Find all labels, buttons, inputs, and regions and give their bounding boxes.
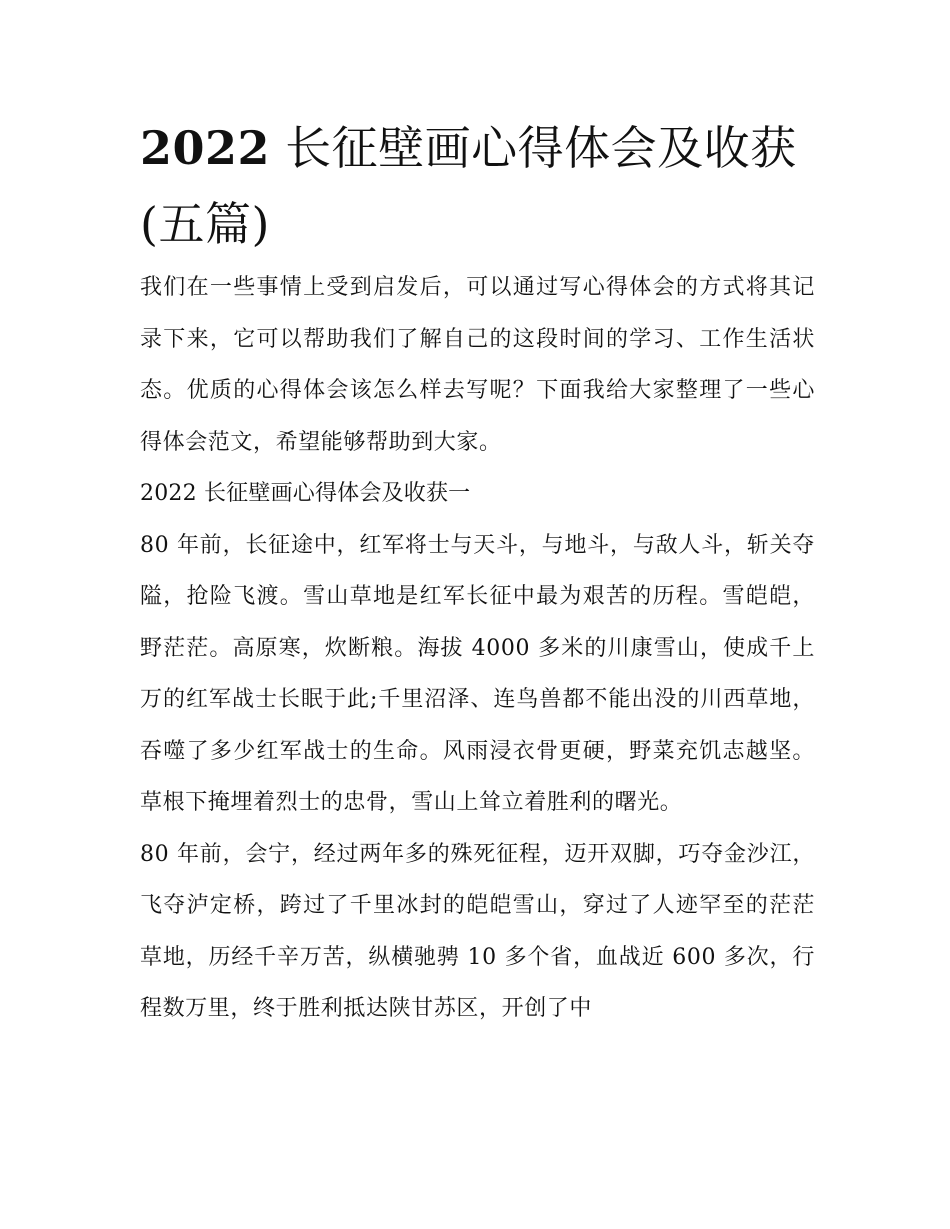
body-paragraph-2: 80 年前，会宁，经过两年多的殊死征程，迈开双脚，巧夺金沙江，飞夺泸定桥，跨过了千里冰封的皑皑雪山，穿过了人迹罕至的茫茫草地，历经千辛万苦，纵横驰骋 10 多个省，血战近 600 多次，行程数万里，终于胜利抵达陕甘苏区，开创了中 <box>140 841 815 1021</box>
intro-paragraph: 我们在一些事情上受到启发后，可以通过写心得体会的方式将其记录下来，它可以帮助我们了解自己的这段时间的学习、工作生活状态。优质的心得体会该怎么样去写呢？下面我给大家整理了一些心得体会范文，希望能够帮助到大家。 <box>140 275 815 455</box>
document-title <box>140 110 815 262</box>
title-year: 2022 <box>140 121 271 175</box>
body-paragraph-1: 80 年前，长征途中，红军将士与天斗，与地斗，与敌人斗，斩关夺隘，抢险飞渡。雪山草地是红军长征中最为艰苦的历程。雪皑皑，野茫茫。高原寒，炊断粮。海拔 4000 多米的川康雪山，使成千上万的红军战士长眠于此;千里沼泽、连鸟兽都不能出没的川西草地，吞噬了多少红军战士的生命。风雨浸衣骨更硬，野菜充饥志越坚。草根下掩埋着烈士的忠骨，雪山上耸立着胜利的曙光。 <box>140 532 815 815</box>
title-text: 长征壁画心得体会及收获(五篇) <box>140 121 797 251</box>
document-page <box>140 110 815 1035</box>
section-heading: 2022 长征壁画心得体会及收获一 <box>140 481 471 506</box>
